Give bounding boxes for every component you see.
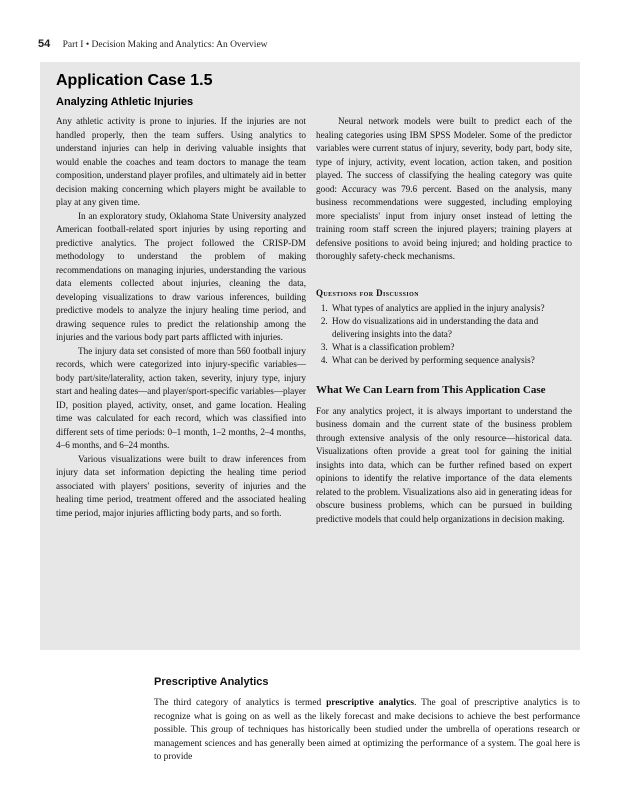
- question-item: 3. What is a classification problem?: [330, 341, 572, 354]
- section-intro: The third category of analytics is termed: [154, 698, 327, 708]
- learn-heading: What We Can Learn from This Application Case: [316, 383, 546, 396]
- questions-heading: Questions for Discussion: [316, 287, 419, 298]
- question-item: 2. How do visualizations aid in understanding the data and delivering insights into the data?: [330, 315, 572, 341]
- case-paragraph: Neural network models were built to predict each of the healing categories using IBM SPSS Modeler. Some of the predictor variables were current status of injury, severity, body part, body site, type of injury, activity, event location, action taken, and position played. The success of classifying the healing category was quite good: Accuracy was 79.6 percent. Based on the analysis, many business recommendations were suggested, including employing more specialists' input from injury onset instead of letting the training room staff screen the injured players; training players at defensive positions to avoid being injured; and holding practice to thoroughly safety-check mechanisms.: [316, 116, 572, 261]
- case-paragraph: Any athletic activity is prone to injuries. If the injuries are not handled properly, then the team suffers. Using analytics to understand injuries can help in deriving valuable insights that would enable the coaches and team doctors to manage the team composition, understand player profiles, and ultimately aid in better decision making concerning which players might be available to play at any given time.: [56, 116, 306, 207]
- section-body: [154, 697, 580, 765]
- case-subtitle: Analyzing Athletic Injuries: [56, 96, 194, 108]
- question-item: 1. What types of analytics are applied in the injury analysis?: [330, 302, 572, 315]
- question-item: 4. What can be derived by performing sequence analysis?: [330, 354, 572, 367]
- case-paragraph: Various visualizations were built to draw inferences from injury data set information depicting the healing time period associated with players' positions, severity of injuries and the healing time period, treatment offered and the associated healing time period, major injuries afflicting body parts, and so forth.: [56, 453, 306, 518]
- case-title: Application Case 1.5: [56, 72, 213, 89]
- case-paragraph: In an exploratory study, Oklahoma State University analyzed American football-related sport injuries by using reporting and predictive analytics. The project followed the CRISP-DM methodology to understand the problem of making recommendations on managing injuries, understanding the various data elements collected about injuries, cleaning the data, developing visualizations to draw various inferences, building predictive models to analyze the injury healing time period, and drawing sequence rules to predict the relationship among the injuries and the various body part parts afflicted with injuries.: [56, 210, 306, 342]
- section-heading: Prescriptive Analytics: [154, 676, 269, 688]
- case-paragraph: The injury data set consisted of more than 560 football injury records, which were categorized into injury-specific variables—body part/site/laterality, action taken, severity, injury type, injury start and healing dates—and player/sport-specific variables—player ID, position played, activity, onset, and game location. Healing time was calculated for each record, which was classified into different sets of time periods: 0–1 month, 1–2 months, 2–4 months, 4–6 months, and 6–24 months.: [56, 345, 306, 450]
- section-key-term: prescriptive analytics: [326, 698, 415, 708]
- running-header: [38, 38, 268, 50]
- section-paragraph: [154, 697, 580, 765]
- running-title: Part I • Decision Making and Analytics: An Overview: [62, 40, 268, 50]
- learn-paragraph: For any analytics project, it is always important to understand the business domain and the current state of the business problem through extensive analysis of the only resource—historical data. Visualizations often provide a great tool for gaining the initial insights into data, which can be further refined based on expert opinions to identify the relative importance of the data elements related to the problem. Visualizations also aid in generating ideas for obscure business problems, which can be pursued in building predictive models that could help organizations in decision making.: [316, 405, 572, 524]
- application-case-box: [40, 62, 580, 650]
- page-number: 54: [38, 38, 51, 50]
- questions-list: [316, 302, 572, 367]
- section-rest: . The goal of prescriptive analytics is to recognize what is going on as well as the likely forecast and make decisions to achieve the best performance possible. This group of techniques has historically been studied under the umbrella of operations research or management sciences and has generally been aimed at optimizing the performance of a system. The goal here is to provide: [154, 698, 580, 763]
- case-left-column: [56, 115, 306, 520]
- case-right-column: [316, 115, 572, 526]
